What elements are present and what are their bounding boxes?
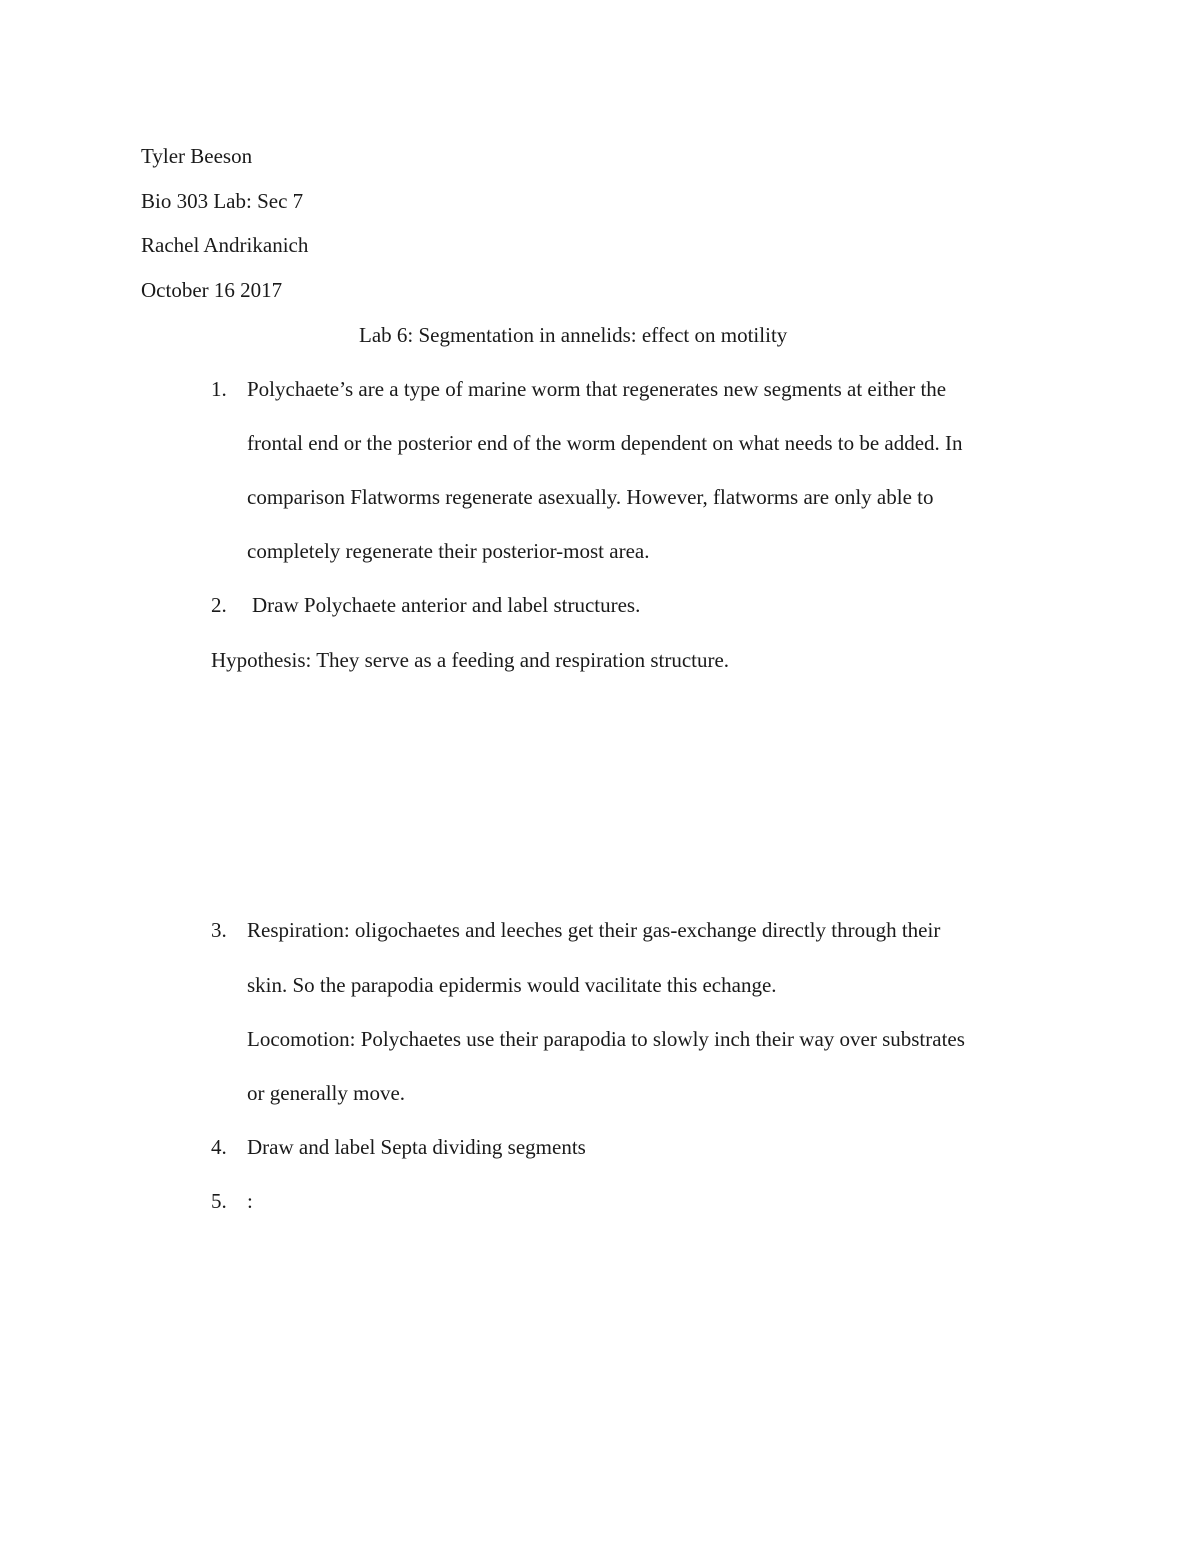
list-item-text: Draw and label Septa dividing segments [247,1135,586,1159]
list-item-text: skin. So the parapodia epidermis would vacilitate this echange. [247,973,777,997]
list-item-text: or generally move. [247,1081,406,1105]
list-item-number: 3. [211,918,227,942]
list-item-text: Draw Polychaete anterior and label structures. [252,593,641,617]
list-item-text: Polychaete’s are a type of marine worm that regenerates new segments at either the [247,377,947,401]
hypothesis-text: Hypothesis: They serve as a feeding and respiration structure. [211,648,730,672]
list-item-text: Locomotion: Polychaetes use their parapodia to slowly inch their way over substrates [247,1027,965,1051]
list-item-number: 4. [211,1135,227,1159]
report-date: October 16 2017 [141,278,283,302]
list-item-text: : [247,1189,253,1213]
course-section: Bio 303 Lab: Sec 7 [141,189,304,213]
list-item-number: 1. [211,377,227,401]
page-title: Lab 6: Segmentation in annelids: effect on motility [359,323,788,347]
list-item-number: 5. [211,1189,227,1213]
instructor-name: Rachel Andrikanich [141,233,309,257]
list-item-text: Respiration: oligochaetes and leeches get their gas-exchange directly through their [247,918,941,942]
list-item-text: completely regenerate their posterior-most area. [247,539,650,563]
list-item-number: 2. [211,593,227,617]
author-name: Tyler Beeson [141,144,253,168]
list-item-text: frontal end or the posterior end of the worm dependent on what needs to be added. In [247,431,963,455]
list-item-text: comparison Flatworms regenerate asexually. However, flatworms are only able to [247,485,934,509]
